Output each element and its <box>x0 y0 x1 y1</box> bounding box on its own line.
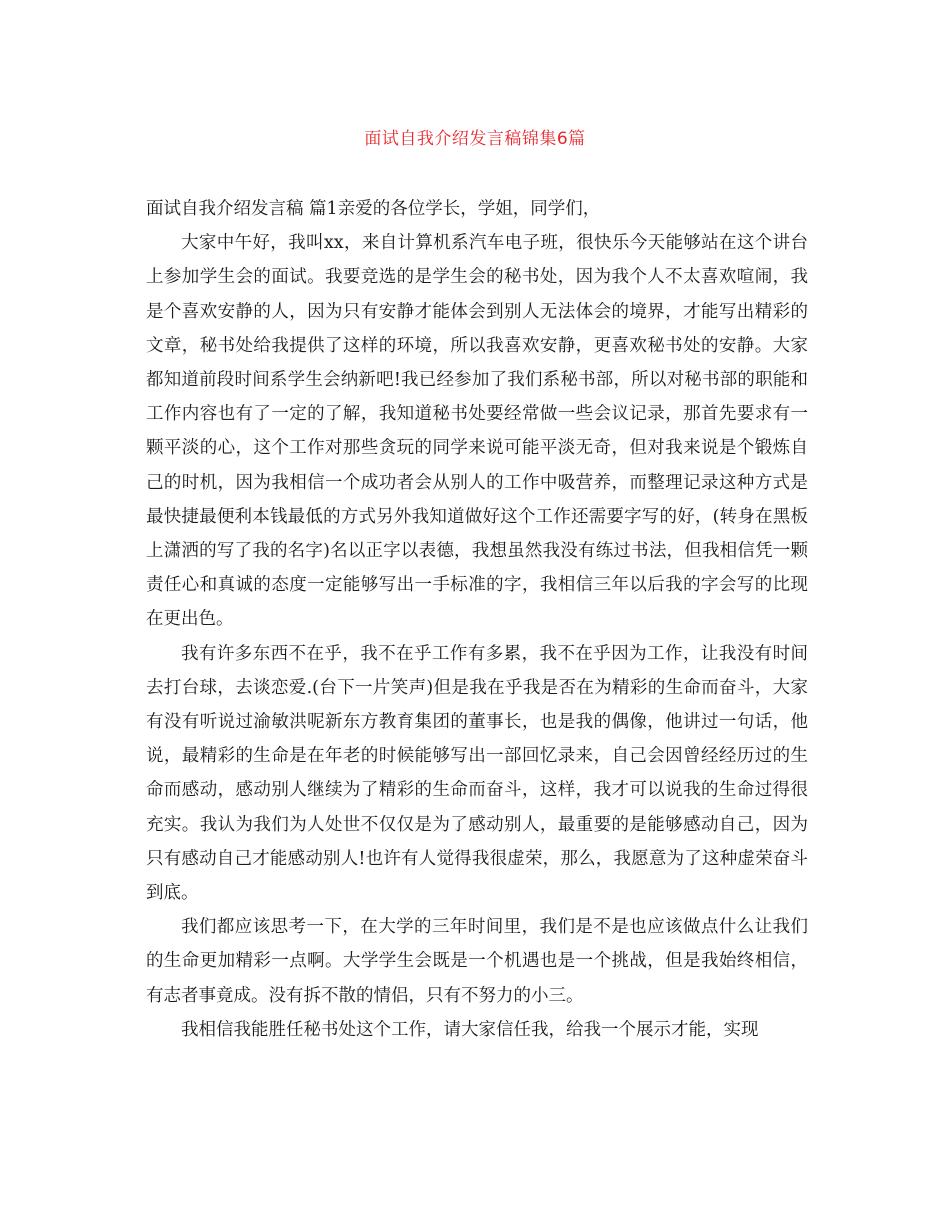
paragraph-heading-line: 面试自我介绍发言稿 篇1亲爱的各位学长，学姐，同学们， <box>146 199 601 219</box>
paragraph: 我有许多东西不在乎，我不在乎工作有多累，我不在乎因为工作，让我没有时间去打台球，去谈恋爱.(台下一片笑声)但是我在乎我是否在为精彩的生命而奋斗，大家有没有听说过渝敏洪呢新东方教育集团的董事长，也是我的偶像，他讲过一句话，他说，最精彩的生命是在年老的时候能够写出一部回忆录来，自己会因曾经经历过的生命而感动，感动别人继续为了精彩的生命而奋斗，这样，我才可以说我的生命过得很充实。我认为我们为人处世不仅仅是为了感动别人，最重要的是能够感动自己，因为只有感动自己才能感动别人!也许有人觉得我很虚荣，那么，我愿意为了这种虚荣奋斗到底。 <box>146 643 808 904</box>
paragraph: 大家中午好，我叫xx，来自计算机系汽车电子班，很快乐今天能够站在这个讲台上参加学生会的面试。我要竞选的是学生会的秘书处，因为我个人不太喜欢喧闹，我是个喜欢安静的人，因为只有安静才能体会到别人无法体会的境界，才能写出精彩的文章，秘书处给我提供了这样的环境，所以我喜欢安静，更喜欢秘书处的安静。大家都知道前段时间系学生会纳新吧!我已经参加了我们系秘书部，所以对秘书部的职能和工作内容也有了一定的了解，我知道秘书处要经常做一些会议记录，那首先要求有一颗平淡的心，这个工作对那些贪玩的同学来说可能平淡无奇，但对我来说是个锻炼自己的时机，因为我相信一个成功者会从别人的工作中吸营养，而整理记录这种方式是最快捷最便利本钱最低的方式另外我知道做好这个工作还需要字写的好，(转身在黑板上潇洒的写了我的名字)名以正字以表德，我想虽然我没有练过书法，但我相信凭一颗责任心和真诚的态度一定能够写出一手标准的字，我相信三年以后我的字会写的比现在更出色。 <box>146 233 808 630</box>
document-body <box>146 192 808 1047</box>
paragraph: 我相信我能胜任秘书处这个工作，请大家信任我，给我一个展示才能，实现 <box>181 1019 759 1040</box>
paragraph: 我们都应该思考一下，在大学的三年时间里，我们是不是也应该做点什么让我们的生命更加精彩一点啊。大学学生会既是一个机遇也是一个挑战，但是我始终相信，有志者事竟成。没有拆不散的情侣，只有不努力的小三。 <box>146 917 808 1006</box>
document-title: 面试自我介绍发言稿锦集6篇 <box>364 129 586 149</box>
